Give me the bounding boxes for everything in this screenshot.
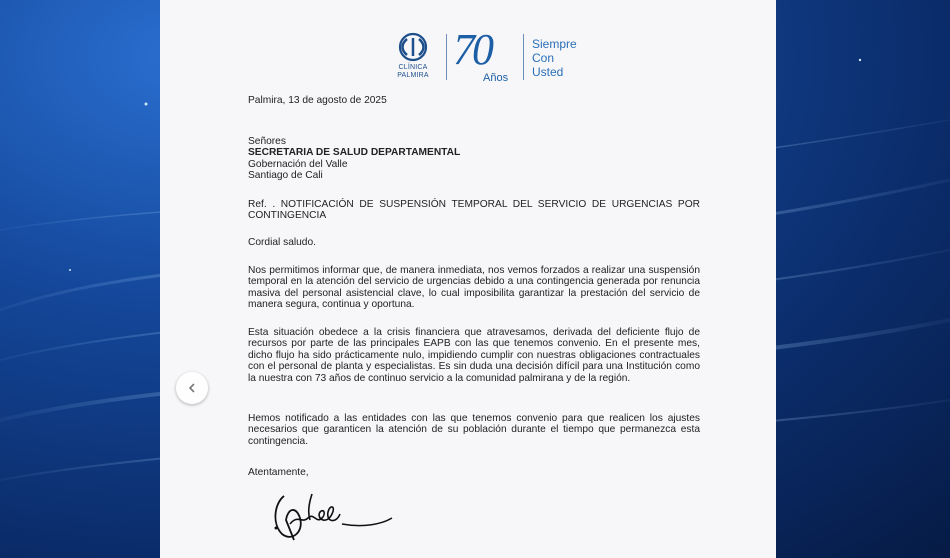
recipient-name: SECRETARIA DE SALUD DEPARTAMENTAL xyxy=(248,147,461,159)
slogan-line3: Usted xyxy=(532,65,564,79)
clinic-name-line1: CLÍNICA xyxy=(398,64,428,71)
slogan-line1: Siempre xyxy=(532,37,577,51)
anniversary-number: 70 xyxy=(453,25,491,74)
letterhead xyxy=(388,25,577,88)
previous-button[interactable] xyxy=(176,372,208,404)
letter-page xyxy=(160,0,776,558)
paragraph-1: Nos permitimos informar que, de manera inmediata, nos vemos forzados a realizar una suspensión temporal en la atención del servicio de urgencias debido a una contingencia generada por renuncia masiva del personal asistencial clave, lo cual imposibilita garantizar la prestación del servicio de manera segura, continua y oportuna. xyxy=(248,265,700,311)
chevron-left-icon xyxy=(186,382,198,394)
recipient-line3: Santiago de Cali xyxy=(248,170,323,182)
salutation-title: Señores xyxy=(248,136,286,147)
closing: Atentamente, xyxy=(248,467,309,478)
letter-date: Palmira, 13 de agosto de 2025 xyxy=(248,95,387,106)
paragraph-2: Esta situación obedece a la crisis financiera que atravesamos, derivada del deficiente flujo de recursos por parte de las principales EAPB con las que tenemos convenio. En el presente mes, dicho flujo ha sido prácticamente nulo, impidiendo cumplir con nuestras obligaciones contractuales con el personal de planta y especialistas. Es sin duda una decisión difícil para una Institución como la nuestra con 73 años de continuo servicio a la comunidad palmirana y de la región. xyxy=(248,327,700,384)
logo-divider-2 xyxy=(523,34,524,80)
anniversary-mark xyxy=(453,25,515,88)
slogan xyxy=(532,37,577,79)
logo-divider xyxy=(446,34,447,80)
recipient-block xyxy=(248,136,460,182)
paragraph-3: Hemos notificado a las entidades con las que tenemos convenio para que realicen los ajustes necesarios que garanticen la atención de su población durante el tiempo que permanezca esta contingencia. xyxy=(248,413,700,447)
greeting: Cordial saludo. xyxy=(248,237,316,248)
clinic-name-line2: PALMIRA xyxy=(397,72,429,79)
clinic-logo xyxy=(388,32,438,80)
slogan-line2: Con xyxy=(532,51,555,65)
clinic-emblem-icon xyxy=(397,32,429,62)
reference-line: Ref. . NOTIFICACIÓN DE SUSPENSIÓN TEMPORAL DEL SERVICIO DE URGENCIAS POR CONTINGENCIA xyxy=(248,199,700,222)
anniversary-word: Años xyxy=(483,72,509,84)
signature xyxy=(264,484,404,544)
recipient-line2: Gobernación del Valle xyxy=(248,158,348,170)
